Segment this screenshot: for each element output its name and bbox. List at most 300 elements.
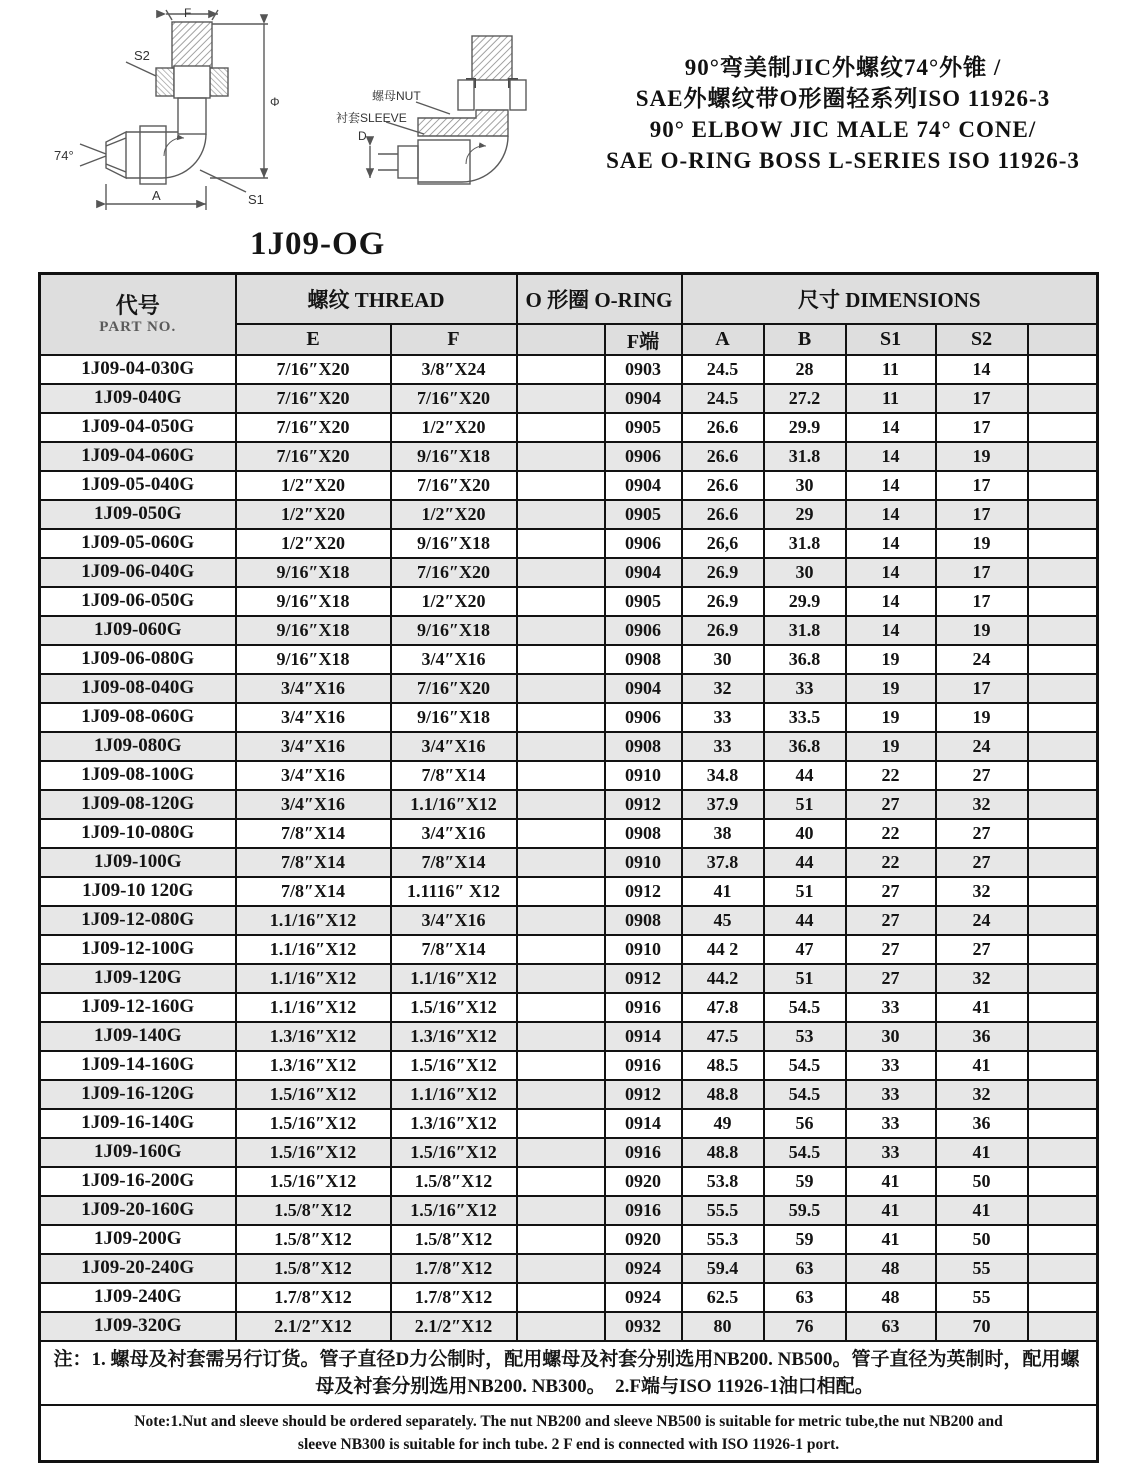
cell: 1.5/16″X12 [391,993,517,1022]
cell: 1J09-06-040G [40,558,236,587]
cell: 0910 [605,848,682,877]
cell: 1J09-050G [40,500,236,529]
cell: 47.8 [682,993,764,1022]
cell: 0916 [605,1051,682,1080]
cell: 7/16″X20 [236,384,391,413]
cell: 0920 [605,1167,682,1196]
cell: 22 [846,761,936,790]
dim-label-phi: Φ [270,95,280,109]
cell [517,790,605,819]
cell: 14 [846,529,936,558]
cell: 1J09-140G [40,1022,236,1051]
cell: 27 [936,761,1028,790]
cell: 27 [846,935,936,964]
cell: 0932 [605,1312,682,1341]
cell: 1J09-100G [40,848,236,877]
cell: 34.8 [682,761,764,790]
cell: 1J09-05-040G [40,471,236,500]
cell: 1/2″X20 [391,500,517,529]
cell: 36.8 [764,732,846,761]
cell: 7/16″X20 [391,384,517,413]
cell: 30 [846,1022,936,1051]
cell [1028,558,1098,587]
table-row [40,442,1098,471]
table-row [40,1312,1098,1341]
cell [517,993,605,1022]
cell: 32 [936,964,1028,993]
cell: 0910 [605,761,682,790]
sleeve-label: 衬套SLEEVE [336,111,407,125]
cell [1028,848,1098,877]
note-zh [40,1341,1098,1405]
cell: 1J09-160G [40,1138,236,1167]
cell: 54.5 [764,1051,846,1080]
cell [1028,1109,1098,1138]
cell: 26,6 [682,529,764,558]
cell: 1.1/16″X12 [391,964,517,993]
cell: 14 [846,471,936,500]
cell: 7/16″X20 [391,674,517,703]
col-header-oring: O 形圈 O-RING [517,274,682,324]
cell: 1/2″X20 [236,471,391,500]
cell [517,703,605,732]
cell: 3/4″X16 [391,645,517,674]
cell: 9/16″X18 [236,558,391,587]
cell: 27 [846,964,936,993]
cell: 41 [846,1225,936,1254]
cell: 7/8″X14 [391,848,517,877]
cell [517,1138,605,1167]
cell: 48 [846,1254,936,1283]
cell [1028,935,1098,964]
dim-label-a: A [152,188,161,203]
cell: 47 [764,935,846,964]
cell: 2.1/2″X12 [236,1312,391,1341]
cell: 1.7/8″X12 [236,1283,391,1312]
technical-drawings [14,6,614,238]
table-row [40,558,1098,587]
cell: 9/16″X18 [391,703,517,732]
title-line-zh-1: 90°弯美制JIC外螺纹74°外锥 / [684,55,1002,80]
col-header-dimensions: 尺寸 DIMENSIONS [682,274,1098,324]
figure-caption: 1J09-OG [250,226,386,262]
cell: 1J09-08-040G [40,674,236,703]
cell: 27 [936,819,1028,848]
cell [1028,529,1098,558]
cell: 48 [846,1283,936,1312]
cell: 1.7/8″X12 [391,1283,517,1312]
cell: 63 [764,1283,846,1312]
cell: 1J09-120G [40,964,236,993]
cell [517,674,605,703]
cell: 41 [936,993,1028,1022]
table-row [40,355,1098,384]
cell [1028,906,1098,935]
title-line-en-1: 90° ELBOW JIC MALE 74° CONE/ [649,117,1037,142]
cell: 0905 [605,413,682,442]
table-row [40,877,1098,906]
cell: 1J09-12-160G [40,993,236,1022]
cell [1028,1196,1098,1225]
cell: 0910 [605,935,682,964]
cell: 3/4″X16 [236,703,391,732]
cell: 7/16″X20 [236,355,391,384]
cell: 50 [936,1167,1028,1196]
cell: 48.5 [682,1051,764,1080]
cell: 22 [846,819,936,848]
cell: 1.5/16″X12 [391,1138,517,1167]
cell [517,1225,605,1254]
cell [517,558,605,587]
cell [517,1312,605,1341]
cell: 0912 [605,964,682,993]
cell [517,587,605,616]
title-line-en-2: SAE O-RING BOSS L-SERIES ISO 11926-3 [606,148,1080,173]
table-row [40,674,1098,703]
cell [517,384,605,413]
note-row-en [40,1405,1098,1462]
cell: 29 [764,500,846,529]
cell: 1/2″X20 [236,529,391,558]
cell: 0906 [605,703,682,732]
cell: 19 [936,529,1028,558]
cell: 1.3/16″X12 [391,1109,517,1138]
cell: 38 [682,819,764,848]
cell [517,413,605,442]
table-row [40,1167,1098,1196]
cell: 3/4″X16 [236,790,391,819]
col-header-f: F [391,324,517,355]
col-header-s2: S2 [936,324,1028,355]
cell: 33 [846,1080,936,1109]
part-no-label-zh: 代号 [115,292,160,318]
cell: 9/16″X18 [391,442,517,471]
cell: 56 [764,1109,846,1138]
cell: 0904 [605,674,682,703]
cell: 36.8 [764,645,846,674]
col-header-trailing-blank [1028,324,1098,355]
cell: 0908 [605,732,682,761]
cell: 17 [936,413,1028,442]
table-row [40,906,1098,935]
cell: 1.5/16″X12 [391,1196,517,1225]
cell: 1J09-080G [40,732,236,761]
page-title [560,52,1126,176]
cell: 37.8 [682,848,764,877]
cell: 7/8″X14 [391,935,517,964]
cell [1028,993,1098,1022]
cell [1028,1312,1098,1341]
cell: 63 [846,1312,936,1341]
part-no-label-en: PART NO. [99,318,177,335]
note-zh-line2: 母及衬套分别选用NB200. NB300。 2.F端与ISO 11926-1油口相配。 [315,1375,874,1397]
cell: 3/4″X16 [236,674,391,703]
cell: 0924 [605,1283,682,1312]
cell: 55 [936,1283,1028,1312]
cell: 1J09-060G [40,616,236,645]
cell: 1.1/16″X12 [391,790,517,819]
cell: 70 [936,1312,1028,1341]
table-row [40,1254,1098,1283]
cell: 41 [936,1051,1028,1080]
cell: 3/8″X24 [391,355,517,384]
cell: 9/16″X18 [236,587,391,616]
table-row [40,732,1098,761]
cell [517,1051,605,1080]
cell: 1.5/8″X12 [391,1167,517,1196]
cell: 41 [846,1196,936,1225]
cell: 76 [764,1312,846,1341]
cell [1028,413,1098,442]
cell: 53 [764,1022,846,1051]
cell [1028,1138,1098,1167]
title-line-zh-2: SAE外螺纹带O形圈轻系列ISO 11926-3 [635,86,1051,111]
left-technical-drawing [80,10,268,210]
dim-label-s1: S1 [248,192,264,207]
cell [1028,964,1098,993]
cell: 48.8 [682,1080,764,1109]
table-row [40,645,1098,674]
cell: 32 [682,674,764,703]
cell: 1J09-320G [40,1312,236,1341]
cell: 0912 [605,1080,682,1109]
table-row [40,848,1098,877]
cell: 1.5/8″X12 [236,1196,391,1225]
cell: 54.5 [764,1080,846,1109]
cell [1028,1167,1098,1196]
cell: 36 [936,1022,1028,1051]
cell: 3/4″X16 [391,906,517,935]
cell: 33 [846,993,936,1022]
cell [517,616,605,645]
cell: 9/16″X18 [236,616,391,645]
cell: 19 [936,616,1028,645]
cell: 3/4″X16 [391,732,517,761]
cell: 14 [846,587,936,616]
cell [517,1167,605,1196]
cell: 59 [764,1225,846,1254]
table-row [40,616,1098,645]
cell: 48.8 [682,1138,764,1167]
cell: 26.9 [682,558,764,587]
cell: 33 [682,732,764,761]
cell: 63 [764,1254,846,1283]
cell: 19 [936,703,1028,732]
cell: 24 [936,732,1028,761]
cell: 1.1/16″X12 [236,935,391,964]
table-body [40,355,1098,1341]
cell: 7/16″X20 [236,413,391,442]
cell: 49 [682,1109,764,1138]
cell: 54.5 [764,993,846,1022]
cell: 1J09-16-140G [40,1109,236,1138]
cell: 22 [846,848,936,877]
cell: 30 [682,645,764,674]
cell: 41 [846,1167,936,1196]
cell: 59.4 [682,1254,764,1283]
cell [517,355,605,384]
cell: 19 [846,732,936,761]
cell [1028,732,1098,761]
cell: 24 [936,645,1028,674]
cell: 7/8″X14 [236,877,391,906]
cell: 31.8 [764,616,846,645]
cell: 19 [846,645,936,674]
cell: 1J09-08-060G [40,703,236,732]
cell: 54.5 [764,1138,846,1167]
cell: 51 [764,964,846,993]
cell: 0916 [605,1138,682,1167]
cell [517,964,605,993]
cell: 0906 [605,616,682,645]
cell: 1.1/16″X12 [391,1080,517,1109]
cell: 1.1/16″X12 [236,906,391,935]
cell [517,1196,605,1225]
table-row [40,413,1098,442]
cell: 3/4″X16 [391,819,517,848]
table-row [40,935,1098,964]
cell: 27.2 [764,384,846,413]
cell: 26.9 [682,587,764,616]
cell: 28 [764,355,846,384]
cell [1028,355,1098,384]
cell: 0924 [605,1254,682,1283]
cell: 50 [936,1225,1028,1254]
cell [1028,645,1098,674]
right-technical-drawing [370,36,526,184]
cell: 1.5/8″X12 [236,1225,391,1254]
cell: 1J09-10 120G [40,877,236,906]
cell: 19 [846,674,936,703]
cell [1028,1225,1098,1254]
cell: 55.5 [682,1196,764,1225]
cell: 37.9 [682,790,764,819]
note-en-line2: sleeve NB300 is suitable for inch tube. 2 F end is connected with ISO 11926-1 port. [297,1435,840,1453]
cell [517,935,605,964]
table-row [40,964,1098,993]
cell: 3/4″X16 [236,761,391,790]
cell: 55 [936,1254,1028,1283]
cell: 1J09-200G [40,1225,236,1254]
table-row [40,1196,1098,1225]
cell: 17 [936,587,1028,616]
cell: 7/16″X20 [391,558,517,587]
dim-label-f: F [184,6,192,20]
cell [517,906,605,935]
header-row-groups [40,274,1098,324]
cell: 1J09-16-200G [40,1167,236,1196]
cell: 1.5/16″X12 [236,1109,391,1138]
col-header-part-no [40,274,236,355]
cell: 59.5 [764,1196,846,1225]
cell: 14 [846,442,936,471]
cell: 33 [846,1109,936,1138]
cell: 1J09-08-120G [40,790,236,819]
cell: 1J09-10-080G [40,819,236,848]
cell: 7/8″X14 [236,819,391,848]
cell: 7/8″X14 [236,848,391,877]
nut-label: 螺母NUT [372,89,421,103]
cell: 17 [936,500,1028,529]
cell: 0904 [605,471,682,500]
cell: 2.1/2″X12 [391,1312,517,1341]
cell: 1/2″X20 [391,413,517,442]
cell: 26.6 [682,413,764,442]
cell [517,471,605,500]
cell: 1.1/16″X12 [236,993,391,1022]
col-header-e: E [236,324,391,355]
cell [1028,703,1098,732]
cell: 1.5/16″X12 [236,1080,391,1109]
cell: 1J09-05-060G [40,529,236,558]
note-en [40,1405,1098,1462]
col-header-oring-blank [517,324,605,355]
cell [1028,1022,1098,1051]
dim-label-d: D [358,129,367,143]
cell [517,1254,605,1283]
cell [1028,587,1098,616]
cell: 32 [936,877,1028,906]
spec-table [38,272,1099,1463]
cell [517,761,605,790]
cell [517,877,605,906]
cell: 1/2″X20 [391,587,517,616]
cell: 1J09-04-060G [40,442,236,471]
cell: 32 [936,790,1028,819]
table-row [40,1109,1098,1138]
table-row [40,471,1098,500]
table-row [40,500,1098,529]
cell: 24 [936,906,1028,935]
cell: 31.8 [764,442,846,471]
cell: 3/4″X16 [236,732,391,761]
cell: 17 [936,471,1028,500]
cell: 33.5 [764,703,846,732]
cell: 33 [846,1138,936,1167]
cell [517,645,605,674]
cell [517,1080,605,1109]
cell [1028,1080,1098,1109]
cell: 44.2 [682,964,764,993]
cell [1028,761,1098,790]
cell: 51 [764,790,846,819]
dim-label-74: 74° [54,148,74,163]
cell [1028,674,1098,703]
cell: 11 [846,384,936,413]
cell: 1J09-14-160G [40,1051,236,1080]
cell: 0908 [605,819,682,848]
cell: 1J09-20-240G [40,1254,236,1283]
cell [1028,1254,1098,1283]
cell: 0904 [605,384,682,413]
table-row [40,1051,1098,1080]
cell: 1J09-12-080G [40,906,236,935]
cell [1028,616,1098,645]
cell: 53.8 [682,1167,764,1196]
dim-label-s2: S2 [134,48,150,63]
cell: 9/16″X18 [236,645,391,674]
cell: 1.3/16″X12 [391,1022,517,1051]
cell: 1J09-240G [40,1283,236,1312]
col-header-thread: 螺纹 THREAD [236,274,517,324]
cell: 14 [846,616,936,645]
cell [517,442,605,471]
cell: 1.5/8″X12 [236,1254,391,1283]
cell [517,1022,605,1051]
cell [517,1109,605,1138]
cell: 1J09-20-160G [40,1196,236,1225]
cell: 45 [682,906,764,935]
